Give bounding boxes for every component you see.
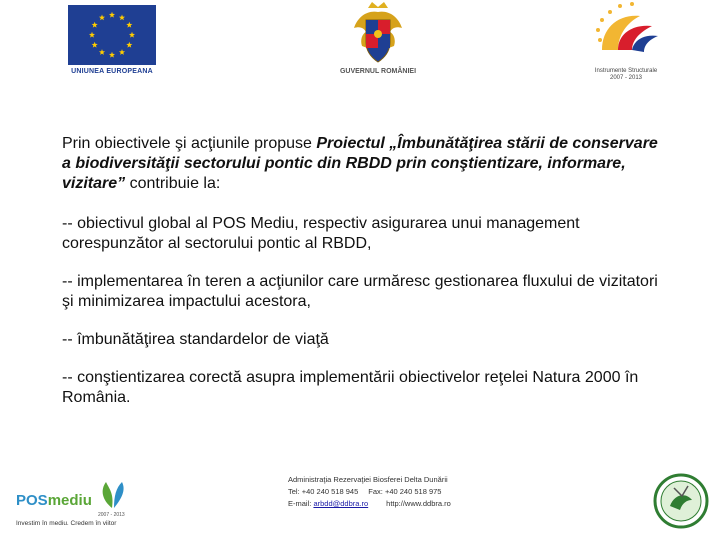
eu-star-icon — [92, 42, 98, 48]
website-link[interactable]: http://www.ddbra.ro — [386, 499, 451, 508]
bullet-item: -- conştientizarea corectă asupra implementării obiectivelor reţelei Natura 2000 în România. — [62, 369, 639, 406]
pos-mediu-logo — [12, 480, 162, 530]
eu-flag-icon — [68, 5, 156, 65]
eu-star-icon — [99, 14, 105, 20]
eu-star-icon — [119, 14, 125, 20]
pos-mediu-leaf-icon — [92, 480, 132, 510]
content — [62, 134, 662, 408]
email-line: E-mail: arbdd@ddbra.ro http://www.ddbra.ro — [288, 499, 451, 508]
eu-star-icon — [99, 49, 105, 55]
bullet-item: -- implementarea în teren a acţiunilor care urmăresc gestionarea fluxului de vizitatori şi minimizarea impactului acestora, — [62, 273, 658, 310]
phone-line: Tel: +40 240 518 945 Fax: +40 240 518 975 — [288, 487, 442, 496]
coat-of-arms-icon — [328, 2, 428, 68]
eu-logo — [66, 5, 158, 81]
pos-years: 2007 - 2013 — [98, 512, 125, 518]
eu-star-icon — [126, 22, 132, 28]
contact-info — [288, 474, 451, 510]
bullet-item: -- îmbunătăţirea standardelor de viaţă — [62, 331, 329, 348]
eu-caption: UNIUNEA EUROPEANA — [71, 68, 153, 75]
structural-instruments-icon — [588, 0, 664, 66]
intro-paragraph: Prin obiectivele şi acţiunile propuse Proiectul „Îmbunătăţirea stării de conservare a biodiversităţii sectorului pontic din RBDD prin conştientizare, informare, vizitare” contribuie la: — [62, 135, 658, 192]
eu-star-icon — [89, 32, 95, 38]
eu-star-icon — [109, 12, 115, 18]
project-title: Proiectul „Îmbunătăţirea stării de conservare a biodiversităţii sectorului pontic din RBDD prin conştientizare, informare, vizitare” — [62, 135, 658, 192]
eu-star-icon — [126, 42, 132, 48]
eu-star-icon — [129, 32, 135, 38]
pos-mediu-name: POSmediu — [16, 492, 92, 509]
structural-instruments-logo — [588, 0, 664, 90]
danube-delta-reserve-logo — [652, 470, 710, 532]
eu-star-icon — [119, 49, 125, 55]
eu-star-icon — [92, 22, 98, 28]
romanian-government-logo — [328, 2, 428, 80]
email-link[interactable]: arbdd@ddbra.ro — [313, 499, 369, 508]
pos-slogan: Investim în mediu. Credem în viitor — [16, 520, 117, 527]
danube-delta-reserve-icon — [652, 470, 710, 532]
bullet-item: -- obiectivul global al POS Mediu, respectiv asigurarea unui management corespunzător al sectorului pontic al RBDD, — [62, 215, 580, 252]
organization-name: Administraţia Rezervaţiei Biosferei Delta Dunării — [288, 475, 448, 484]
sf-caption: Instrumente Structurale 2007 - 2013 — [594, 68, 658, 81]
gov-caption: GUVERNUL ROMÂNIEI — [339, 68, 417, 75]
eu-star-icon — [109, 52, 115, 58]
